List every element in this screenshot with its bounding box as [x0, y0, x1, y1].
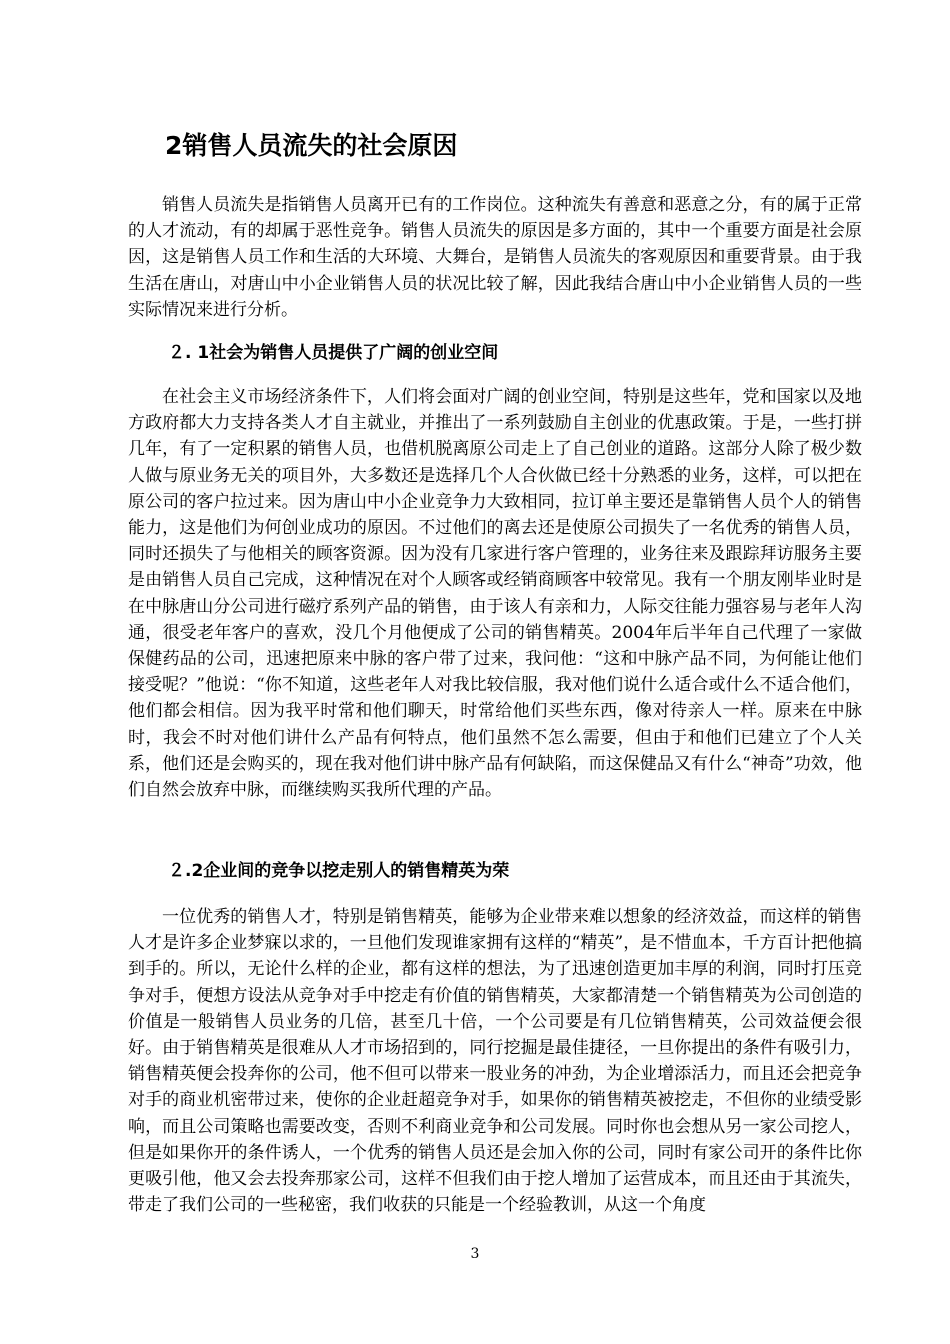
subsection-paragraph-2-2: 一位优秀的销售人才，特别是销售精英，能够为企业带来难以想象的经济效益，而这样的销售人才是许多企业梦寐以求的，一旦他们发现谁家拥有这样的“精英”，是不惜血本，千方百计把他搞到手的。所以，无论什么样的企业，都有这样的想法，为了迅速创造更加丰厚的利润，同时打压竞争对手，便想方设法从竞争对手中挖走有价值的销售精英，大家都清楚一个销售精英为公司创造的价值是一般销售人员业务的几倍，甚至几十倍，一个公司要是有几位销售精英，公司效益便会很好。由于销售精英是很难从人才市场招到的，同行挖掘是最佳捷径，一旦你提出的条件有吸引力，销售精英便会投奔你的公司，他不但可以带来一股业务的冲劲，为企业增添活力，而且还会把竞争对手的商业机密带过来，使你的企业赶超竞争对手，如果你的销售精英被挖走，不但你的业绩受影响，而且公司策略也需要改变，否则不利商业竞争和公司发展。同时你也会想从另一家公司挖人，但是如果你开的条件诱人，一个优秀的销售人员还是会加入你的公司，同时有家公司开的条件比你更吸引他，他又会去投奔那家公司，这样不但我们由于挖人增加了运营成本，而且还由于其流失，带走了我们公司的一些秘密，我们收获的只能是一个经验教训，从这一个角度	[128, 907, 862, 1216]
subsection-heading-2-1: ２. 1社会为销售人员提供了广阔的创业空间	[168, 343, 499, 363]
subsection-heading-2-2: ２.2企业间的竞争以挖走别人的销售精英为荣	[168, 861, 510, 881]
section-title: 2销售人员流失的社会原因	[165, 131, 458, 160]
subsection-paragraph-2-1: 在社会主义市场经济条件下，人们将会面对广阔的创业空间，特别是这些年，党和国家以及地方政府都大力支持各类人才自主就业，并推出了一系列鼓励自主创业的优惠政策。于是，一些打拼几年，有了一定积累的销售人员，也借机脱离原公司走上了自己创业的道路。这部分人除了极少数人做与原业务无关的项目外，大多数还是选择几个人合伙做已经十分熟悉的业务，这样，可以把在原公司的客户拉过来。因为唐山中小企业竞争力大致相同，拉订单主要还是靠销售人员个人的销售能力，这是他们为何创业成功的原因。不过他们的离去还是使原公司损失了一名优秀的销售人员，同时还损失了与他相关的顾客资源。因为没有几家进行客户管理的，业务往来及跟踪拜访服务主要是由销售人员自己完成，这种情况在对个人顾客或经销商顾客中较常见。我有一个朋友刚毕业时是在中脉唐山分公司进行磁疗系列产品的销售，由于该人有亲和力，人际交往能力强容易与老年人沟通，很受老年客户的喜欢，没几个月他便成了公司的销售精英。2004年后半年自己代理了一家做保健药品的公司，迅速把原来中脉的客户带了过来，我问他：“这和中脉产品不同，为何能让他们接受呢？”他说：“你不知道，这些老年人对我比较信服，我对他们说什么适合或什么不适合他们，他们都会相信。因为我平时常和他们聊天，时常给他们买些东西，像对待亲人一样。原来在中脉时，我会不时对他们讲什么产品有何特点，他们虽然不怎么需要，但由于和他们已建立了个人关系，他们还是会购买的，现在我对他们讲中脉产品有何缺陷，而这保健品又有什么“神奇”功效，他们自然会放弃中脉，而继续购买我所代理的产品。	[128, 387, 862, 801]
intro-paragraph: 销售人员流失是指销售人员离开已有的工作岗位。这种流失有善意和恶意之分，有的属于正常的人才流动，有的却属于恶性竞争。销售人员流失的原因是多方面的，其中一个重要方面是社会原因，这是销售人员工作和生活的大环境、大舞台，是销售人员流失的客观原因和重要背景。由于我生活在唐山，对唐山中小企业销售人员的状况比较了解，因此我结合唐山中小企业销售人员的一些实际情况来进行分析。	[128, 195, 862, 320]
page-number: 3	[470, 1246, 480, 1262]
